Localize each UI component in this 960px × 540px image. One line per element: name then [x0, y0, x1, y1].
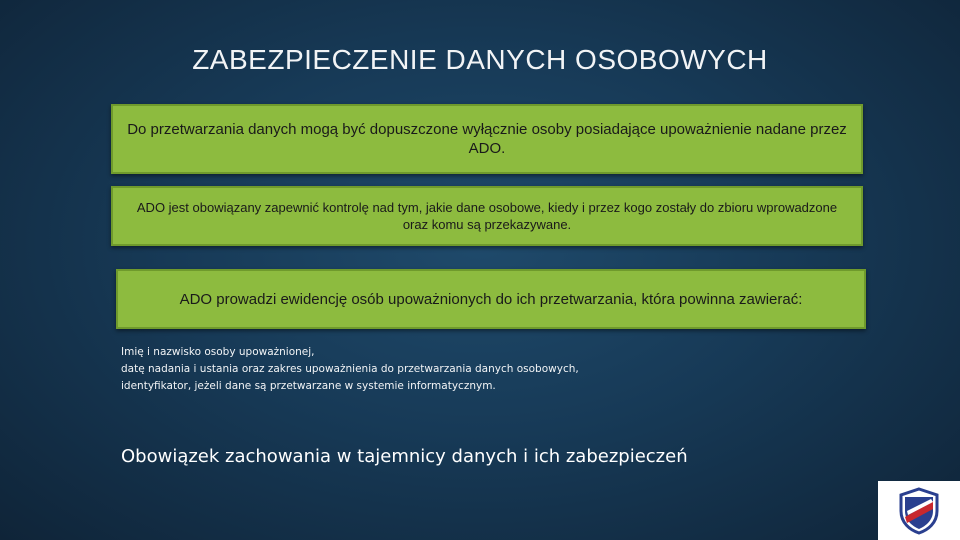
list-item: Imię i nazwisko osoby upoważnionej,	[121, 346, 315, 358]
list-item: datę nadania i ustania oraz zakres upoważnienia do przetwarzania danych osobowych,	[121, 363, 579, 375]
info-box-control-text: ADO jest obowiązany zapewnić kontrolę nad tym, jakie dane osobowe, kiedy i przez kogo zostały do zbioru wprowadzone oraz komu są przekazywane.	[136, 200, 838, 232]
info-box-control	[111, 186, 863, 246]
confidentiality-heading: Obowiązek zachowania w tajemnicy danych i ich zabezpieczeń	[121, 446, 688, 467]
info-box-records-text: ADO prowadzi ewidencję osób upoważnionych do ich przetwarzania, która powinna zawierać:	[179, 290, 803, 308]
slide-title: ZABEZPIECZENIE DANYCH OSOBOWYCH	[192, 44, 768, 75]
info-box-records	[116, 269, 866, 329]
info-box-authorization-text: Do przetwarzania danych mogą być dopuszczone wyłącznie osoby posiadające upoważnienie nadane przez ADO.	[127, 121, 847, 157]
shield-emblem-icon	[898, 487, 940, 535]
records-list	[121, 344, 579, 395]
logo	[878, 481, 960, 540]
info-box-authorization	[111, 104, 863, 174]
list-item: identyfikator, jeżeli dane są przetwarzane w systemie informatycznym.	[121, 380, 496, 392]
